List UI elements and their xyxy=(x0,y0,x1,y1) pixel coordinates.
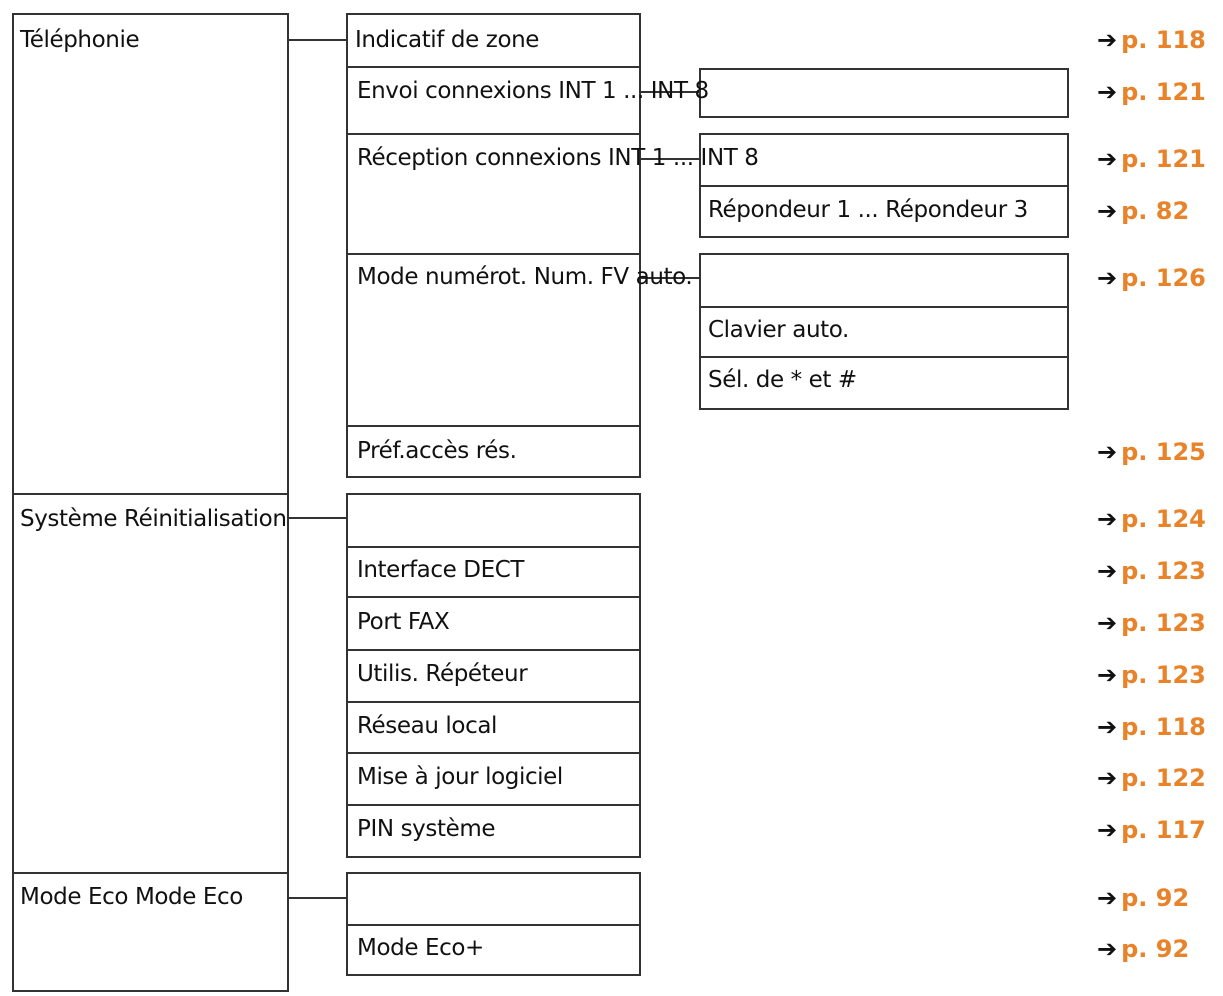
menu-sel-etoile-diese[interactable]: Sél. de * et # xyxy=(708,367,857,393)
page-ref-reception[interactable] xyxy=(1097,147,1206,171)
page-number: p. 122 xyxy=(1121,764,1206,792)
page-number: p. 125 xyxy=(1121,438,1206,466)
arrow-right-icon: ➔ xyxy=(1097,78,1118,106)
page-number: p. 123 xyxy=(1121,609,1206,637)
menu-indicatif-de-zone[interactable]: Indicatif de zone xyxy=(355,27,540,53)
row-divider xyxy=(348,649,639,651)
page-ref-numerot[interactable] xyxy=(1097,266,1206,290)
menu-pref-acces-res[interactable]: Préf.accès rés. xyxy=(357,438,517,464)
connector-line xyxy=(288,39,348,41)
page-number: p. 123 xyxy=(1121,557,1206,585)
page-number: p. 121 xyxy=(1121,145,1206,173)
row-divider xyxy=(348,596,639,598)
row-divider xyxy=(348,752,639,754)
row-divider xyxy=(701,185,1067,187)
envoi-submenu xyxy=(699,68,1069,118)
arrow-right-icon: ➔ xyxy=(1097,816,1118,844)
page-ref-indicatif[interactable] xyxy=(1097,28,1206,52)
menu-clavier-auto[interactable]: Clavier auto. xyxy=(708,317,849,343)
page-number: p. 92 xyxy=(1121,884,1190,912)
page-number: p. 117 xyxy=(1121,816,1206,844)
menu-mode-eco[interactable]: Mode Eco Mode Eco xyxy=(20,884,243,910)
page-ref-pin[interactable] xyxy=(1097,818,1206,842)
row-divider xyxy=(348,546,639,548)
row-divider xyxy=(348,924,639,926)
page-ref-envoi[interactable] xyxy=(1097,80,1206,104)
menu-repondeur[interactable]: Répondeur 1 ... Répondeur 3 xyxy=(708,197,1028,223)
menu-reseau-local[interactable]: Réseau local xyxy=(357,713,498,739)
page-ref-fax[interactable] xyxy=(1097,611,1206,635)
menu-reception-connexions[interactable]: Réception connexions INT 1 ... INT 8 xyxy=(357,145,759,171)
page-number: p. 124 xyxy=(1121,505,1206,533)
arrow-right-icon: ➔ xyxy=(1097,884,1118,912)
menu-mode-eco-plus[interactable]: Mode Eco+ xyxy=(357,935,484,961)
page-ref-pref[interactable] xyxy=(1097,440,1206,464)
arrow-right-icon: ➔ xyxy=(1097,609,1118,637)
menu-utilis-repeteur[interactable]: Utilis. Répéteur xyxy=(357,661,528,687)
arrow-right-icon: ➔ xyxy=(1097,145,1118,173)
row-divider xyxy=(348,66,639,68)
menu-mise-a-jour-logiciel[interactable]: Mise à jour logiciel xyxy=(357,764,563,790)
arrow-right-icon: ➔ xyxy=(1097,264,1118,292)
row-divider xyxy=(701,356,1067,358)
menu-mode-numerot[interactable]: Mode numérot. Num. FV auto. xyxy=(357,264,693,290)
page-number: p. 92 xyxy=(1121,935,1190,963)
menu-interface-dect[interactable]: Interface DECT xyxy=(357,557,525,583)
level1-box xyxy=(12,13,289,992)
menu-port-fax[interactable]: Port FAX xyxy=(357,609,450,635)
connector-line xyxy=(288,897,348,899)
level1-divider xyxy=(14,493,287,495)
page-number: p. 123 xyxy=(1121,661,1206,689)
menu-systeme[interactable]: Système Réinitialisation xyxy=(20,506,287,532)
row-divider xyxy=(348,701,639,703)
arrow-right-icon: ➔ xyxy=(1097,197,1118,225)
arrow-right-icon: ➔ xyxy=(1097,764,1118,792)
arrow-right-icon: ➔ xyxy=(1097,26,1118,54)
page-ref-reinit[interactable] xyxy=(1097,507,1206,531)
page-number: p. 82 xyxy=(1121,197,1190,225)
page-number: p. 121 xyxy=(1121,78,1206,106)
page-ref-repeteur[interactable] xyxy=(1097,663,1206,687)
page-ref-repondeur[interactable] xyxy=(1097,199,1189,223)
row-divider xyxy=(348,804,639,806)
page-number: p. 118 xyxy=(1121,713,1206,741)
page-ref-dect[interactable] xyxy=(1097,559,1206,583)
arrow-right-icon: ➔ xyxy=(1097,661,1118,689)
arrow-right-icon: ➔ xyxy=(1097,935,1118,963)
level1-divider xyxy=(14,872,287,874)
row-divider xyxy=(348,133,639,135)
row-divider xyxy=(348,425,639,427)
arrow-right-icon: ➔ xyxy=(1097,713,1118,741)
connector-line xyxy=(288,517,348,519)
page-ref-maj[interactable] xyxy=(1097,766,1206,790)
page-ref-reseau[interactable] xyxy=(1097,715,1206,739)
arrow-right-icon: ➔ xyxy=(1097,438,1118,466)
page-number: p. 118 xyxy=(1121,26,1206,54)
row-divider xyxy=(348,253,639,255)
menu-pin-systeme[interactable]: PIN système xyxy=(357,816,496,842)
menu-envoi-connexions[interactable]: Envoi connexions INT 1 ... INT 8 xyxy=(357,78,709,104)
page-ref-eco[interactable] xyxy=(1097,886,1189,910)
arrow-right-icon: ➔ xyxy=(1097,557,1118,585)
row-divider xyxy=(701,306,1067,308)
page-number: p. 126 xyxy=(1121,264,1206,292)
arrow-right-icon: ➔ xyxy=(1097,505,1118,533)
menu-telephonie[interactable]: Téléphonie xyxy=(20,27,140,53)
page-ref-eco-plus[interactable] xyxy=(1097,937,1189,961)
